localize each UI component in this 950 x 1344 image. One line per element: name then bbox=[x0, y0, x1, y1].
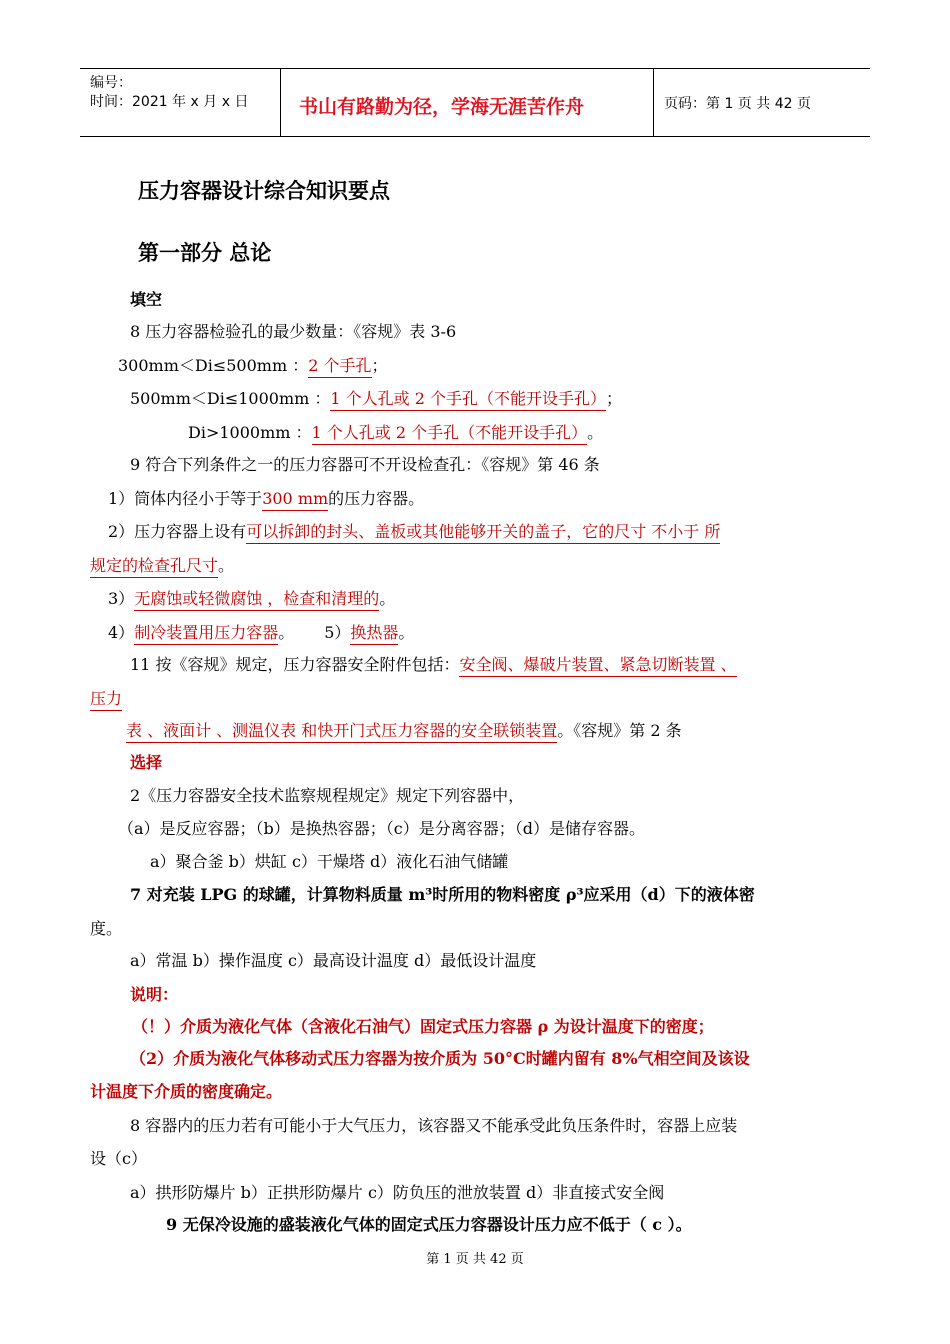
q8-r1-answer: 2 个手孔 bbox=[308, 355, 371, 378]
c7-note-2b: 计温度下介质的密度确定。 bbox=[90, 1082, 283, 1101]
q11-line-1 bbox=[130, 654, 737, 677]
q8-row-1 bbox=[118, 355, 388, 378]
q8-r2-prefix: 500mm＜Di≤1000mm ： bbox=[130, 389, 331, 408]
q8-r3-answer: 1 个人孔或 2 个手孔（不能开设手孔） bbox=[312, 422, 588, 445]
q8-r3-suffix: 。 bbox=[587, 423, 604, 442]
q8-row-3 bbox=[188, 422, 603, 445]
header-motto: 书山有路勤为径，学海无涯苦作舟 bbox=[299, 96, 585, 118]
time-label: 时间：2021 年 x 月 x 日 bbox=[90, 94, 249, 110]
q9-c2-suffix: 。 bbox=[218, 556, 235, 575]
c8-options: a）拱形防爆片 b）正拱形防爆片 c）防负压的泄放装置 d）非直接式安全阀 bbox=[130, 1183, 665, 1202]
q9-c1-prefix: 1）筒体内径小于等于 bbox=[108, 489, 263, 508]
q9-c5-prefix: 5） bbox=[324, 623, 351, 642]
q9-c2-answer-a: 可以拆卸的封头、盖板或其他能够开关的盖子，它的尺寸 不小于 所 bbox=[246, 521, 720, 544]
q8-row-2 bbox=[130, 388, 622, 411]
c2-text: 2《压力容器安全技术监察规程规定》规定下列容器中， bbox=[130, 786, 525, 805]
q9-cond-2a bbox=[108, 521, 720, 544]
q9-c1-suffix: 的压力容器。 bbox=[328, 489, 425, 508]
header-mid-cell bbox=[281, 69, 654, 136]
q9-c4-answer: 制冷装置用压力容器 bbox=[134, 622, 278, 645]
q9-c4-prefix: 4） bbox=[108, 623, 135, 642]
q8-text: 8 压力容器检验孔的最少数量：《容规》表 3-6 bbox=[130, 322, 457, 341]
q9-c3-suffix: 。 bbox=[379, 589, 396, 608]
q9-c2-answer-b: 规定的检查孔尺寸 bbox=[90, 555, 218, 578]
number-label: 编号： bbox=[90, 75, 132, 91]
q9-cond-2b bbox=[90, 555, 234, 578]
page-info: 页码：第 1 页 共 42 页 bbox=[664, 96, 811, 112]
q9-cond-3 bbox=[108, 588, 395, 611]
c8-text-b: 设（c） bbox=[90, 1149, 147, 1168]
q11-line-3 bbox=[126, 720, 682, 743]
q9-c5-suffix: 。 bbox=[398, 623, 415, 642]
c7-text-b: 度。 bbox=[90, 919, 123, 938]
q9-c2-prefix: 2）压力容器上设有 bbox=[108, 522, 247, 541]
q8-r1-suffix: ； bbox=[371, 356, 388, 375]
q11-answer-b: 压力 bbox=[90, 688, 122, 711]
page-footer: 第 1 页 共 42 页 bbox=[426, 1252, 524, 1267]
c8-text-a: 8 容器内的压力若有可能小于大气压力，该容器又不能承受此负压条件时，容器上应装 bbox=[130, 1116, 738, 1135]
header-left-cell bbox=[80, 69, 281, 136]
header-right-cell bbox=[654, 69, 870, 136]
part-title: 第一部分 总论 bbox=[138, 241, 272, 265]
q11-suffix: 。《容规》第 2 条 bbox=[557, 721, 682, 740]
q9-c4-suffix: 。 bbox=[278, 623, 295, 642]
c7-note-2a: （2）介质为液化气体移动式压力容器为按介质为 50°C时罐内留有 8%气相空间及该设 bbox=[130, 1049, 750, 1068]
c9-text: 9 无保冷设施的盛装液化气体的固定式压力容器设计压力应不低于（ c ）。 bbox=[166, 1215, 692, 1234]
c7-options: a）常温 b）操作温度 c）最高设计温度 d）最低设计温度 bbox=[130, 951, 537, 970]
q9-text: 9 符合下列条件之一的压力容器可不开设检查孔：《容规》第 46 条 bbox=[130, 455, 600, 474]
q11-line-2 bbox=[90, 688, 122, 711]
q11-answer-c: 表 、液面计 、测温仪表 和快开门式压力容器的安全联锁装置 bbox=[126, 720, 557, 743]
q11-answer-a: 安全阀、爆破片装置、紧急切断装置 、 bbox=[459, 654, 736, 677]
q8-r2-suffix: ； bbox=[606, 389, 623, 408]
q9-cond-4-5 bbox=[108, 622, 414, 645]
q9-cond-1 bbox=[108, 488, 424, 511]
q8-r2-answer: 1 个人孔或 2 个手孔（不能开设手孔） bbox=[330, 388, 606, 411]
q11-prefix: 11 按《容规》规定，压力容器安全附件包括： bbox=[130, 655, 460, 674]
q8-r3-prefix: Di>1000mm ： bbox=[188, 423, 312, 442]
c7-note-label: 说明： bbox=[130, 985, 179, 1004]
q9-c3-prefix: 3） bbox=[108, 589, 135, 608]
q9-c5-answer: 换热器 bbox=[350, 622, 398, 645]
q8-r1-prefix: 300mm＜Di≤500mm ： bbox=[118, 356, 309, 375]
section-choice: 选择 bbox=[130, 753, 163, 772]
document-title: 压力容器设计综合知识要点 bbox=[138, 179, 390, 203]
c2-line-2: （a）是反应容器；（b）是换热容器；（c）是分离容器；（d）是储存容器。 bbox=[118, 819, 645, 838]
c2-options: a）聚合釜 b）烘缸 c）干燥塔 d）液化石油气储罐 bbox=[150, 852, 509, 871]
document-header bbox=[80, 68, 870, 137]
c7-note-1: （！）介质为液化气体（含液化石油气）固定式压力容器 ρ 为设计温度下的密度； bbox=[132, 1017, 714, 1036]
q9-c1-answer: 300 mm bbox=[262, 488, 328, 511]
section-fill: 填空 bbox=[130, 290, 163, 309]
q9-c3-answer: 无腐蚀或轻微腐蚀 ，检查和清理的 bbox=[134, 588, 379, 611]
c7-text-a: 7 对充装 LPG 的球罐，计算物料质量 m³时所用的物料密度 ρ³应采用（d）下的液体密 bbox=[130, 885, 755, 904]
